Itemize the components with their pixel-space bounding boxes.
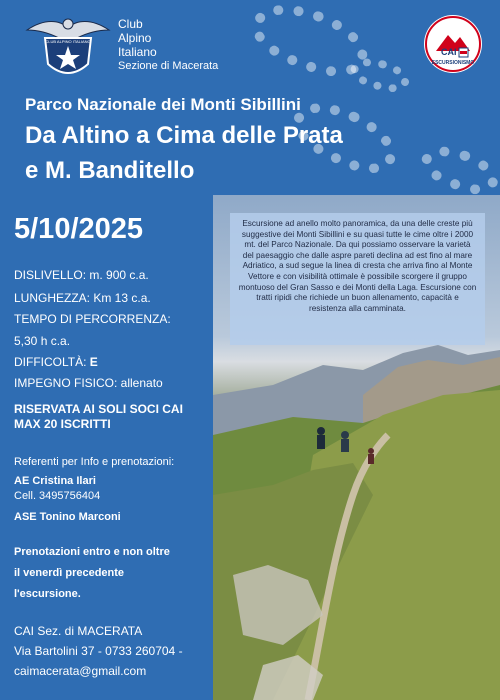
bootprint-decoration [416,138,500,195]
dislivello-value: m. 900 c.a. [86,268,149,282]
booking-line: Prenotazioni entro e non oltre [14,546,170,558]
footer-address: Via Bartolini 37 - 0733 260704 - [14,644,183,658]
footer-org: CAI Sez. di MACERATA [14,624,143,638]
impegno-value: allenato [117,376,163,390]
difficolta-value: E [86,355,98,369]
club-line: Club [118,17,143,31]
cai-eagle-logo-icon [25,10,111,82]
info-column [0,195,213,700]
impegno-row [14,376,163,390]
title-line: Da Altino a Cima delle Prata [25,122,343,149]
esc-logo-cai: CAI [441,47,457,57]
event-date: 5/10/2025 [14,213,144,245]
club-line: Italiano [118,45,157,59]
bootprint-decoration [347,53,413,98]
booking-line: l'escursione. [14,588,81,600]
restriction-notice [14,402,183,432]
contact-person-1: AE Cristina Ilari [14,475,96,487]
logo-ring-text: CLUB ALPINO ITALIANO [45,39,91,44]
footer-email[interactable]: caimacerata@gmail.com [14,664,147,678]
escursionismo-mountain-icon [424,15,482,73]
contact-person-2: ASE Tonino Marconi [14,511,121,523]
club-line: Alpino [118,31,152,45]
lunghezza-label: LUNGHEZZA: [14,291,91,305]
escursionismo-logo [424,15,482,73]
dislivello-row [14,268,149,282]
restriction-line: MAX 20 ISCRITTI [14,417,111,431]
contact-phone-1: Cell. 3495756404 [14,490,101,502]
lunghezza-value: Km 13 c.a. [90,291,151,305]
impegno-label: IMPEGNO FISICO: [14,376,118,390]
restriction-line: RISERVATA AI SOLI SOCI CAI [14,402,183,416]
esc-logo-label: ESCURSIONISMO [431,60,475,66]
title-line: e M. Banditello [25,157,195,184]
description-box [230,213,485,345]
contacts-title: Referenti per Info e prenotazioni: [14,456,175,468]
club-section: Sezione di Macerata [118,60,219,72]
description-text: Escursione ad anello molto panoramica, da una delle creste più suggestive dei Monti Sibillini e su quasi tutte le cime oltre i 2000 mt. del Parco Nazionale. Da qui possiamo osservare la varietà del paesaggio che dalle aspre pareti declina ad est fino al mare Adriatico, a sud segue la linea di cresta che arriva fino al Monte Vettore e con visibilità ottimale è possibile scorgere il gruppo montuoso del Gran Sasso e dei Monti della Laga. Escursione con tratti ripidi che richiede un buon allenamento, capacità e resistenza alla camminata. [238,219,477,313]
booking-line: il venerdì precedente [14,567,125,579]
difficolta-row [14,355,98,369]
dislivello-label: DISLIVELLO: [14,268,87,282]
page-title [25,118,355,188]
club-name [118,17,218,73]
park-name: Parco Nazionale dei Monti Sibillini [25,95,301,114]
tempo-label: TEMPO DI PERCORRENZA: [14,312,171,326]
header-band [0,0,500,195]
difficolta-label: DIFFICOLTÀ: [14,355,87,369]
lunghezza-row [14,291,151,305]
tempo-value: 5,30 h c.a. [14,334,71,348]
